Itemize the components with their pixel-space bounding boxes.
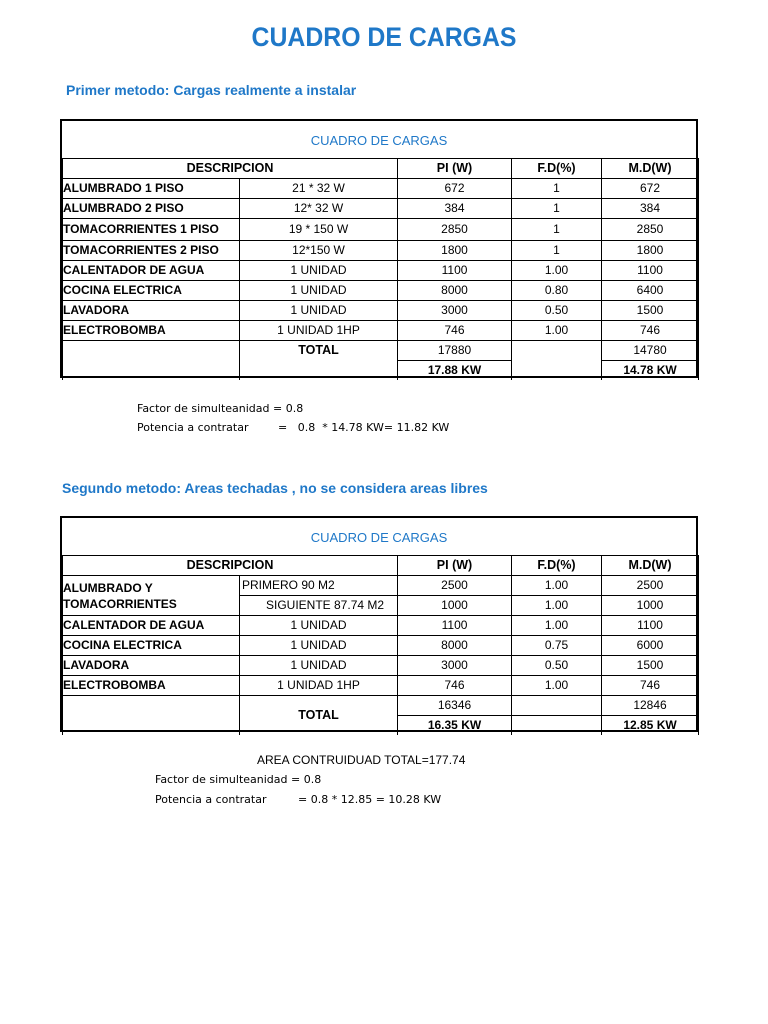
- row-md: 384: [602, 199, 699, 219]
- method1-potencia-value: = 0.8 * 14.78 KW= 11.82 KW: [278, 421, 450, 434]
- table-row: [63, 301, 699, 321]
- row-desc: TOMACORRIENTES 1 PISO: [63, 219, 240, 241]
- row-fd: 1: [512, 219, 602, 241]
- row-desc: ELECTROBOMBA: [63, 321, 240, 341]
- total-row: [63, 696, 699, 716]
- row-md: 6400: [602, 281, 699, 301]
- header-fd: F.D(%): [512, 159, 602, 179]
- table-row: [63, 199, 699, 219]
- row-md: 6000: [602, 636, 699, 656]
- total-pi: 17880: [398, 341, 512, 361]
- row-desc: ALUMBRADO 2 PISO: [63, 199, 240, 219]
- row-desc: ELECTROBOMBA: [63, 676, 240, 696]
- total-row: [63, 341, 699, 361]
- row-detail: 1 UNIDAD: [240, 636, 398, 656]
- row-desc: CALENTADOR DE AGUA: [63, 616, 240, 636]
- row-pi: 1800: [398, 241, 512, 261]
- total-fd-spacer: [512, 716, 602, 736]
- row-pi: 384: [398, 199, 512, 219]
- total-md-kw: 12.85 KW: [602, 716, 699, 736]
- row-pi: 672: [398, 179, 512, 199]
- row-md: 672: [602, 179, 699, 199]
- method1-table: [62, 158, 699, 380]
- row-desc-alumbrado: [63, 576, 240, 616]
- total-label-spacer: [240, 361, 398, 381]
- row-desc: TOMACORRIENTES 2 PISO: [63, 241, 240, 261]
- row-pi: 2500: [398, 576, 512, 596]
- method1-table-title: CUADRO DE CARGAS: [310, 133, 448, 148]
- method1-load-table: [60, 119, 698, 378]
- table-row: [63, 616, 699, 636]
- header-descripcion: DESCRIPCION: [63, 159, 398, 179]
- table-row: [63, 676, 699, 696]
- total-md: 12846: [602, 696, 699, 716]
- row-detail: 1 UNIDAD 1HP: [240, 321, 398, 341]
- method2-factor: Factor de simulteanidad = 0.8: [155, 773, 322, 786]
- row-desc: LAVADORA: [63, 301, 240, 321]
- table-row: [63, 241, 699, 261]
- total-label: TOTAL: [240, 696, 398, 736]
- row-md: 2500: [602, 576, 699, 596]
- total-pi-kw: 16.35 KW: [398, 716, 512, 736]
- row-detail: 1 UNIDAD: [240, 616, 398, 636]
- table-row: [63, 219, 699, 241]
- row-detail: 12* 32 W: [240, 199, 398, 219]
- row-fd: 1.00: [512, 321, 602, 341]
- total-md: 14780: [602, 341, 699, 361]
- row-pi: 2850: [398, 219, 512, 241]
- method2-area-total: AREA CONTRUIDUAD TOTAL=177.74: [257, 753, 466, 767]
- row-pi: 8000: [398, 281, 512, 301]
- method2-table-title: CUADRO DE CARGAS: [310, 530, 448, 545]
- total-md-kw: 14.78 KW: [602, 361, 699, 381]
- header-md: M.D(W): [602, 159, 699, 179]
- row-detail: SIGUIENTE 87.74 M2: [240, 596, 398, 616]
- row-detail: 1 UNIDAD: [240, 656, 398, 676]
- row-detail: 1 UNIDAD: [240, 301, 398, 321]
- row-fd: 1.00: [512, 596, 602, 616]
- table-row: [63, 576, 699, 596]
- total-pi: 16346: [398, 696, 512, 716]
- row-md: 2850: [602, 219, 699, 241]
- row-desc-line1: ALUMBRADO Y: [63, 580, 153, 595]
- row-fd: 1.00: [512, 616, 602, 636]
- row-desc: COCINA ELECTRICA: [63, 281, 240, 301]
- row-fd: 1: [512, 199, 602, 219]
- row-fd: 1.00: [512, 576, 602, 596]
- method1-factor: Factor de simulteanidad = 0.8: [137, 402, 304, 415]
- row-md: 1100: [602, 616, 699, 636]
- row-desc: ALUMBRADO 1 PISO: [63, 179, 240, 199]
- row-fd: 1.00: [512, 676, 602, 696]
- table-row: [63, 636, 699, 656]
- total-fd-empty: [512, 696, 602, 716]
- header-descripcion: DESCRIPCION: [63, 556, 398, 576]
- method1-heading: Primer metodo: Cargas realmente a instalar: [66, 82, 357, 98]
- row-fd: 0.75: [512, 636, 602, 656]
- row-md: 746: [602, 321, 699, 341]
- row-fd: 1: [512, 179, 602, 199]
- header-pi: PI (W): [398, 556, 512, 576]
- table-row: [63, 179, 699, 199]
- row-pi: 3000: [398, 301, 512, 321]
- total-pi-kw: 17.88 KW: [398, 361, 512, 381]
- table-row: [63, 261, 699, 281]
- table-row: [63, 281, 699, 301]
- row-pi: 1000: [398, 596, 512, 616]
- method2-table: [62, 555, 699, 735]
- method1-potencia-label: Potencia a contratar: [137, 421, 249, 434]
- row-pi: 1100: [398, 616, 512, 636]
- table-row: [63, 656, 699, 676]
- row-detail: 19 * 150 W: [240, 219, 398, 241]
- row-md: 1000: [602, 596, 699, 616]
- header-fd: F.D(%): [512, 556, 602, 576]
- row-md: 1500: [602, 301, 699, 321]
- table-header-row: [63, 159, 699, 179]
- row-detail: 12*150 W: [240, 241, 398, 261]
- row-md: 746: [602, 676, 699, 696]
- row-md: 1800: [602, 241, 699, 261]
- row-md: 1500: [602, 656, 699, 676]
- row-detail: 1 UNIDAD: [240, 261, 398, 281]
- method2-load-table: [60, 516, 698, 732]
- row-fd: 1: [512, 241, 602, 261]
- table-header-row: [63, 556, 699, 576]
- row-fd: 0.50: [512, 301, 602, 321]
- total-empty-cell: [63, 696, 240, 736]
- row-fd: 0.50: [512, 656, 602, 676]
- method2-potencia-value: = 0.8 * 12.85 = 10.28 KW: [298, 793, 442, 806]
- row-desc: CALENTADOR DE AGUA: [63, 261, 240, 281]
- row-pi: 746: [398, 676, 512, 696]
- row-detail: 1 UNIDAD: [240, 281, 398, 301]
- total-fd-empty: [512, 341, 602, 361]
- row-detail: 1 UNIDAD 1HP: [240, 676, 398, 696]
- row-pi: 8000: [398, 636, 512, 656]
- row-fd: 1.00: [512, 261, 602, 281]
- method2-heading: Segundo metodo: Areas techadas , no se considera areas libres: [62, 480, 488, 496]
- row-pi: 3000: [398, 656, 512, 676]
- total-label: TOTAL: [240, 341, 398, 361]
- row-pi: 1100: [398, 261, 512, 281]
- header-md: M.D(W): [602, 556, 699, 576]
- row-pi: 746: [398, 321, 512, 341]
- row-fd: 0.80: [512, 281, 602, 301]
- total-fd-spacer: [512, 361, 602, 381]
- row-detail: 21 * 32 W: [240, 179, 398, 199]
- total-empty-cell: [63, 341, 240, 381]
- method2-potencia-label: Potencia a contratar: [155, 793, 267, 806]
- row-desc-line2: TOMACORRIENTES: [63, 596, 177, 611]
- row-desc: COCINA ELECTRICA: [63, 636, 240, 656]
- page-title: CUADRO DE CARGAS: [251, 22, 517, 52]
- row-detail: PRIMERO 90 M2: [240, 576, 398, 596]
- header-pi: PI (W): [398, 159, 512, 179]
- row-desc: LAVADORA: [63, 656, 240, 676]
- table-row: [63, 321, 699, 341]
- row-md: 1100: [602, 261, 699, 281]
